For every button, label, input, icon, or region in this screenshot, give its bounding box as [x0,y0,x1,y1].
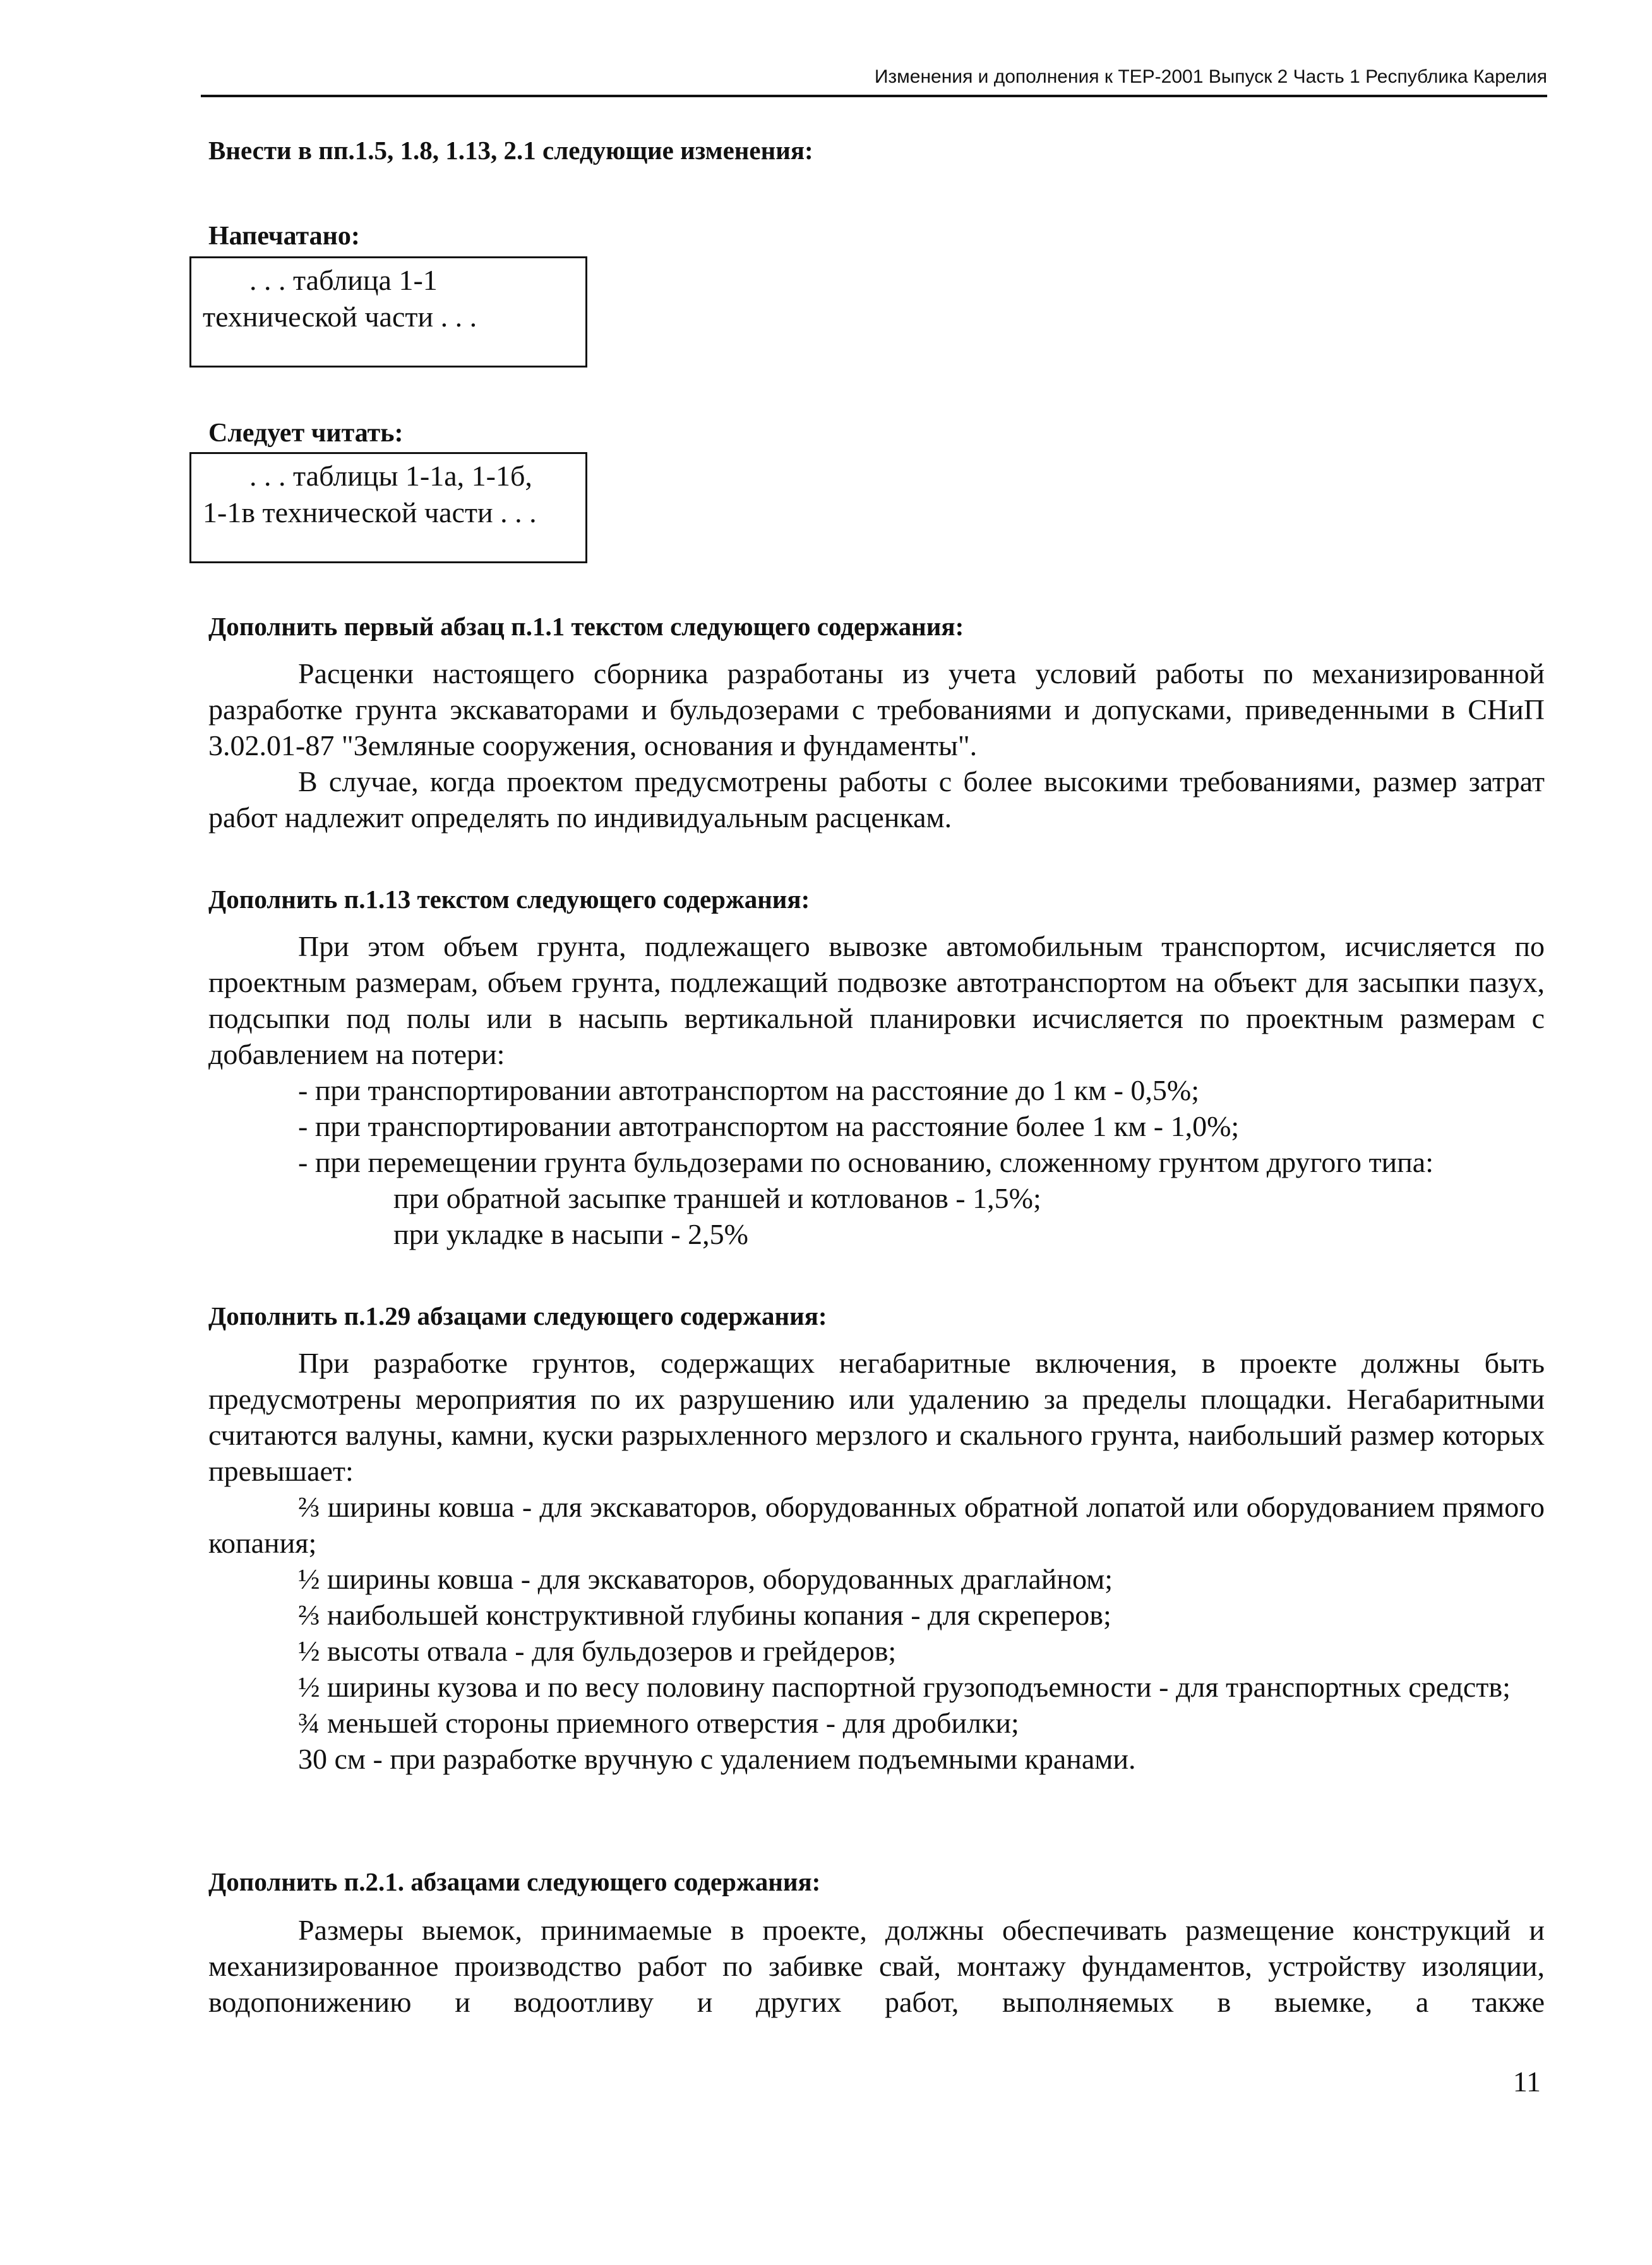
list-item: ½ ширины ковша - для экскаваторов, оборудованных драглайном; [298,1563,1113,1595]
section-1-13-heading: Дополнить п.1.13 текстом следующего содержания: [208,885,810,914]
list-item: - при перемещении грунта бульдозерами по основанию, сложенному грунтом другого типа: [298,1146,1434,1178]
list-subitem: при обратной засыпке траншей и котлованов - 1,5%; [393,1182,1041,1214]
printed-label: Напечатано: [208,222,360,251]
should-read-line-1: . . . таблицы 1-1а, 1-1б, [249,460,532,492]
section-1-29-body [208,1345,1545,1777]
list-item: - при транспортировании автотранспортом на расстояние до 1 км - 0,5%; [298,1074,1200,1106]
section-1-1-body [208,655,1545,835]
paragraph: Размеры выемок, принимаемые в проекте, должны обеспечивать размещение конструкций и механизированное производство работ по забивке свай, монтажу фундаментов, устройству изоляции, водопонижению и водоотливу и других работ, выполняемых в выемке, а также [208,1914,1545,2018]
section-2-1-body [208,1912,1545,2020]
section-1-13-body [208,928,1545,1252]
should-read-line-2: 1-1в технической части . . . [203,496,537,529]
list-item: ⅔ наибольшей конструктивной глубины копания - для скреперов; [298,1599,1111,1631]
section-2-1-heading: Дополнить п.2.1. абзацами следующего содержания: [208,1867,821,1896]
section-1-29-heading: Дополнить п.1.29 абзацами следующего содержания: [208,1301,827,1330]
paragraph: При этом объем грунта, подлежащего вывозке автомобильным транспортом, исчисляется по проектным размерам, объем грунта, подлежащий подвозке автотранспортом на объект для засыпки пазух, подсыпки под полы или в насыпь вертикальной планировки исчисляется по проектным размерам с добавлением на потери: [208,930,1545,1070]
list-item: ½ высоты отвала - для бульдозеров и грейдеров; [298,1635,897,1667]
list-item: 30 см - при разработке вручную с удалением подъемными кранами. [298,1743,1136,1775]
list-item: ¾ меньшей стороны приемного отверстия - для дробилки; [298,1707,1019,1739]
printed-line-1: . . . таблица 1-1 [249,264,438,296]
header-rule [201,95,1547,97]
paragraph: Расценки настоящего сборника разработаны из учета условий работы по механизированной разработке грунта экскаваторами и бульдозерами с требованиями и допусками, приведенными в СНиП 3.02.01-87 "Земляные сооружения, основания и фундаменты". [208,657,1545,762]
running-header: Изменения и дополнения к ТЕР-2001 Выпуск 2 Часть 1 Республика Карелия [874,66,1547,87]
list-item: ½ ширины кузова и по весу половину паспортной грузоподъемности - для транспортных средств; [298,1671,1511,1703]
paragraph: При разработке грунтов, содержащих негабаритные включения, в проекте должны быть предусмотрены мероприятия по их разрушению или удалению за пределы площадки. Негабаритными считаются валуны, камни, куски разрыхленного мерзлого и скального грунта, наибольший размер которых превышает: [208,1347,1545,1487]
should-read-box [189,452,587,563]
should-read-label: Следует читать: [208,419,404,448]
paragraph: В случае, когда проектом предусмотрены работы с более высокими требованиями, размер затрат работ надлежит определять по индивидуальным расценкам. [208,765,1545,834]
page-number: 11 [1512,2065,1541,2098]
printed-box [189,256,587,368]
printed-line-2: технической части . . . [203,301,477,333]
list-item: - при транспортировании автотранспортом на расстояние более 1 км - 1,0%; [298,1110,1240,1142]
list-subitem: при укладке в насыпи - 2,5% [393,1218,748,1250]
main-heading: Внести в пп.1.5, 1.8, 1.13, 2.1 следующие изменения: [208,136,813,165]
list-item: ⅔ ширины ковша - для экскаваторов, оборудованных обратной лопатой или оборудованием прямого копания; [208,1491,1545,1559]
section-1-1-heading: Дополнить первый абзац п.1.1 текстом следующего содержания: [208,612,964,641]
